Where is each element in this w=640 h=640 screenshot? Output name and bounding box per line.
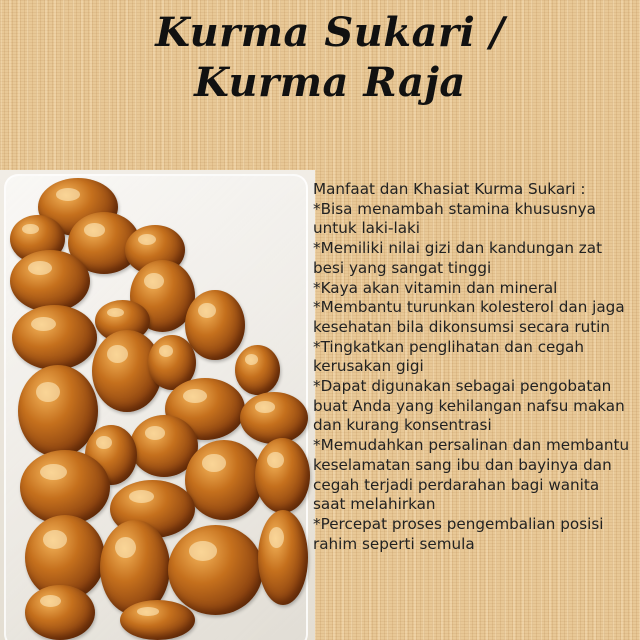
date-fruit: [25, 585, 95, 640]
benefits-list: [313, 180, 635, 554]
date-fruit: [255, 438, 310, 513]
benefit-item: *Percepat proses pengembalian posisi rahim seperti semula: [313, 514, 604, 553]
date-fruit: [185, 290, 245, 360]
date-fruit: [258, 510, 308, 605]
title-line-1: Kurma Sukari /: [155, 9, 505, 56]
date-fruit: [168, 525, 263, 615]
benefit-item: *Bisa menambah stamina khususnya untuk laki-laki: [313, 199, 596, 238]
benefit-item: *Memiliki nilai gizi dan kandungan zat besi yang sangat tinggi: [313, 239, 603, 277]
benefit-item: *Tingkatkan penglihatan dan cegah kerusakan gigi: [313, 337, 584, 376]
date-fruit: [12, 305, 97, 370]
date-fruit: [240, 392, 308, 444]
date-fruit: [120, 600, 195, 640]
date-fruit: [235, 345, 280, 395]
date-fruit: [20, 450, 110, 525]
date-fruit: [185, 440, 263, 520]
benefit-item: *Kaya akan vitamin dan mineral: [313, 278, 558, 297]
benefit-item: *Membantu turunkan kolesterol dan jaga kesehatan bila dikonsumsi secara rutin: [313, 298, 625, 336]
title-line-2: Kurma Raja: [194, 59, 466, 106]
benefit-item: *Memudahkan persalinan dan membantu keselamatan sang ibu dan bayinya dan cegah terjadi perdarahan bagi wanita saat melahirkan: [313, 436, 630, 514]
page-title: [120, 8, 540, 108]
dates-photo: [0, 170, 315, 640]
benefits-heading: Manfaat dan Khasiat Kurma Sukari :: [313, 180, 586, 198]
date-fruit: [10, 250, 90, 312]
benefit-item: *Dapat digunakan sebagai pengobatan buat Anda yang kehilangan nafsu makan dan kurang konsentrasi: [313, 377, 625, 435]
